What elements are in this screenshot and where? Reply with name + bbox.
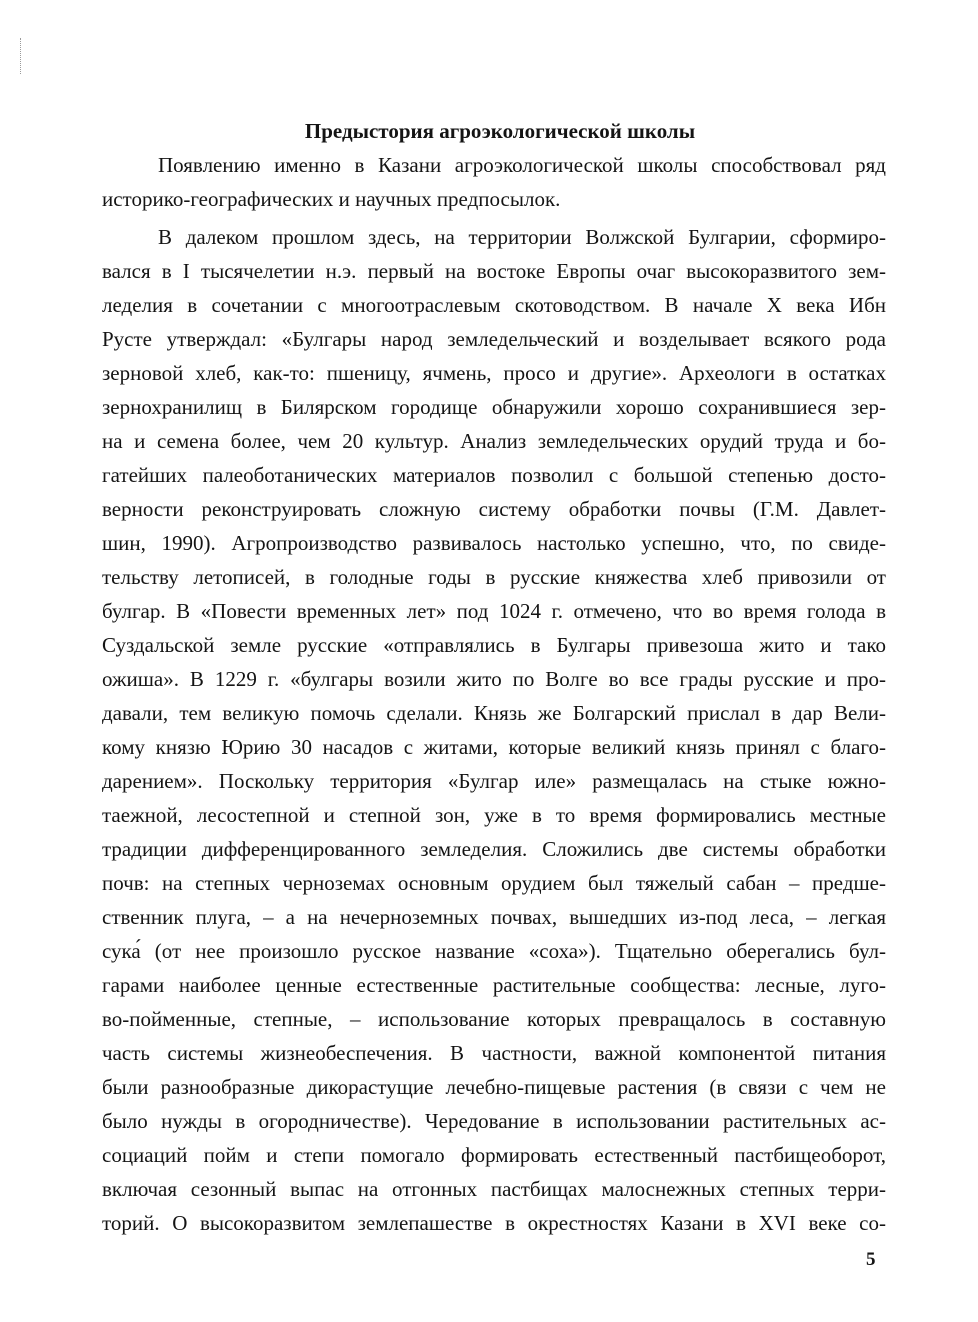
text-line: включая сезонный выпас на отгонных пастбищах малоснежных степных терри- [102,1177,886,1201]
body-text [102,148,886,1240]
text-line: дарением». Поскольку территория «Булгар иле» размещалась на стыке южно- [102,769,886,793]
text-line: гатейших палеоботанических материалов позволил с большой степенью досто- [102,463,886,487]
text-line: ожиша». В 1229 г. «булгары возили жито по Волге во все грады русские и про- [102,667,886,691]
page-number: 5 [866,1249,876,1270]
paragraph-1 [102,148,886,216]
text-line: торий. О высокоразвитом землепашестве в окрестностях Казани в XVI веке со- [102,1211,886,1235]
text-line: В далеком прошлом здесь, на территории Волжской Булгарии, сформиро- [158,225,886,249]
text-line: историко-географических и научных предпосылок. [102,187,561,211]
text-line: часть системы жизнеобеспечения. В частности, важной компонентой питания [102,1041,886,1065]
text-line: булгар. В «Повести временных лет» под 1024 г. отмечено, что во время голода в [102,599,886,623]
text-line: Появлению именно в Казани агроэкологической школы способствовал ряд [158,153,886,177]
text-line: гарами наиболее ценные естественные растительные сообщества: лесные, луго- [102,973,886,997]
text-line: давали, тем великую помочь сделали. Князь же Болгарский прислал в дар Вели- [102,701,886,725]
text-line: ственник плуга, – а на нечерноземных почвах, вышедших из-под леса, – легкая [102,905,886,929]
text-line: почв: на степных черноземах основным орудием был тяжелый сабан – предше- [102,871,886,895]
text-line: традиции дифференцированного земледелия. Сложились две системы обработки [102,837,886,861]
text-line: сука́ (от нее произошло русское название «соха»). Тщательно оберегались бул- [102,939,886,963]
text-line: тельству летописей, в голодные годы в русские княжества хлеб привозили от [102,565,886,589]
text-line: таежной, лесостепной и степной зон, уже в то время формировались местные [102,803,886,827]
text-line: Суздальской земле русские «отправлялись в Булгары привезоша жито и тако [102,633,886,657]
text-line: кому князю Юрию 30 насадов с житами, которые великий князь принял с благо- [102,735,886,759]
text-line: леделия в сочетании с многоотраслевым скотоводством. В начале X века Ибн [102,293,886,317]
text-line: шин, 1990). Агропроизводство развивалось настолько успешно, что, по свиде- [102,531,886,555]
text-line: было нужды в огородничестве). Чередование в использовании растительных ас- [102,1109,886,1133]
text-line: были разнообразные дикорастущие лечебно-пищевые растения (в связи с чем не [102,1075,886,1099]
section-title: Предыстория агроэкологической школы [304,119,696,143]
text-line: во-пойменные, степные, – использование которых превращалось в составную [102,1007,886,1031]
text-line: Русте утверждал: «Булгары народ земледельческий и возделывает всякого рода [102,327,886,351]
text-line: зерновой хлеб, как-то: пшеницу, ячмень, просо и другие». Археологи в остатках [102,361,886,385]
text-line: вался в I тысячелетии н.э. первый на востоке Европы очаг высокоразвитого зем- [102,259,886,283]
scan-margin-marks [20,38,25,74]
text-line: верности реконструировать сложную систему обработки почвы (Г.М. Давлет- [102,497,886,521]
text-line: на и семена более, чем 20 культур. Анализ земледельческих орудий труда и бо- [102,429,886,453]
text-line: зернохранилищ в Билярском городище обнаружили хорошо сохранившиеся зер- [102,395,886,419]
paragraph-2 [102,220,886,1240]
text-line: социаций пойм и степи помогало формировать естественный пастбищеоборот, [102,1143,886,1167]
